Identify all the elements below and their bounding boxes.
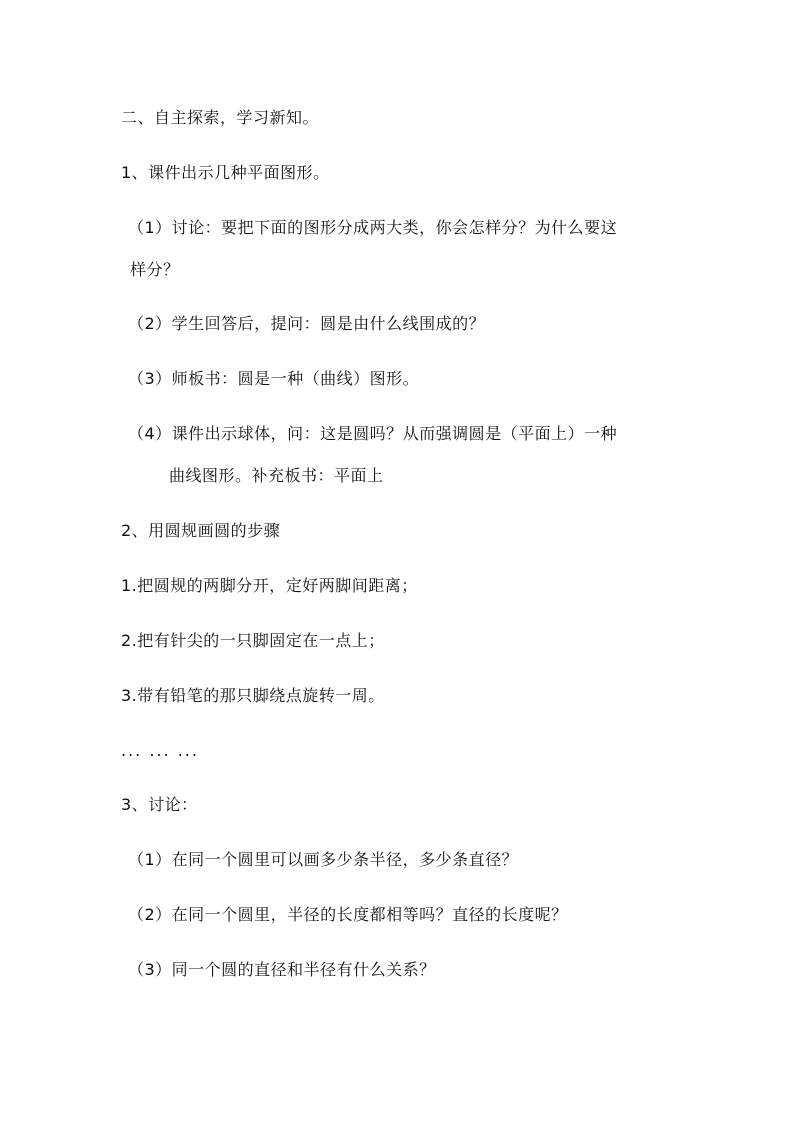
part1-item3: （3）师板书：圆是一种（曲线）图形。	[128, 369, 420, 388]
part2-step1: 1.把圆规的两脚分开，定好两脚间距离；	[121, 576, 418, 595]
part1-item1-line1: （1）讨论：要把下面的图形分成两大类，你会怎样分？为什么要这	[128, 218, 618, 237]
part3-heading: 3、讨论：	[121, 795, 198, 814]
part1-heading: 1、课件出示几种平面图形。	[121, 163, 330, 182]
part2-step2: 2.把有针尖的一只脚固定在一点上；	[121, 631, 385, 650]
section-title: 二、自主探索，学习新知。	[121, 108, 320, 127]
part2-step3: 3.带有铅笔的那只脚绕点旋转一周。	[121, 686, 385, 705]
part1-item4-line1: （4）课件出示球体，问：这是圆吗？从而强调圆是（平面上）一种	[128, 424, 618, 443]
part2-ellipsis: ... ... ...	[121, 741, 199, 760]
part3-question2: （2）在同一个圆里，半径的长度都相等吗？直径的长度呢？	[128, 905, 568, 924]
part1-item1-line2: 样分？	[130, 260, 180, 279]
part1-item2: （2）学生回答后，提问：圆是由什么线围成的？	[128, 314, 486, 333]
part3-question1: （1）在同一个圆里可以画多少条半径，多少条直径？	[128, 850, 519, 869]
part2-heading: 2、用圆规画圆的步骤	[121, 521, 281, 540]
part1-item4-line2: 曲线图形。补充板书：平面上	[169, 466, 384, 485]
part3-question3: （3）同一个圆的直径和半径有什么关系？	[128, 960, 436, 979]
